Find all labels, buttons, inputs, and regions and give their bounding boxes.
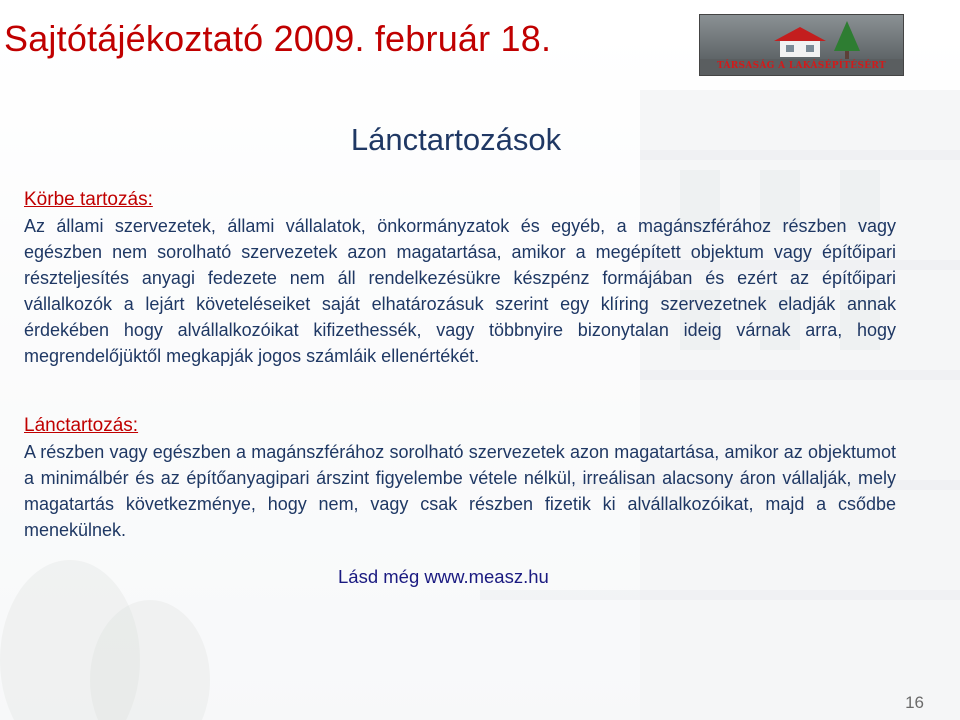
logo-text: TÁRSASÁG A LAKÁSÉPÍTÉSÉRT <box>716 61 887 71</box>
house-logo-icon <box>770 23 830 59</box>
tree-icon <box>832 21 862 59</box>
section-text: Az állami szervezetek, állami vállalatok, önkormányzatok és egyéb, a magánszférához részben vagy egészben nem sorolható szervezetek azon magatartása, amikor a megépített objektum vagy építőipari részteljesítés anyagi fedezete nem áll rendelkezésükre készpénz formájában és ezért az építőipari vállalkozók a lejárt követeléseiket saját elhatározásuk szerint egy klíring szervezetnek eladják annak érdekében hogy alvállalkozóikat kifizethessék, vagy többnyire bizonytalan ideig várnak arra, hogy megrendelőjüktől megkapják jogos számláik ellenértékét. <box>24 216 896 366</box>
section-label: Körbe tartozás: <box>24 189 153 210</box>
company-logo <box>699 14 904 76</box>
page-number: 16 <box>905 693 924 712</box>
see-also-link[interactable]: Lásd még www.measz.hu <box>338 566 549 587</box>
section-korbe-tartozas <box>24 187 896 369</box>
section-label: Lánctartozás: <box>24 415 139 436</box>
press-release-title: Sajtótájékoztató 2009. február 18. <box>4 18 552 59</box>
section-text: A részben vagy egészben a magánszférához sorolható szervezetek azon magatartása, amikor az objektumot a minimálbér és az építőanyagipari árszint figyelembe vétele nélkül, irreálisan alacsony áron vállalják, mely magatartás következménye, hogy nem, vagy csak részben fizetik ki alvállalkozóikat, majd a csődbe menekülnek. <box>24 442 896 540</box>
page-heading: Lánctartozások <box>350 122 562 157</box>
section-lanctartozas <box>24 413 896 543</box>
